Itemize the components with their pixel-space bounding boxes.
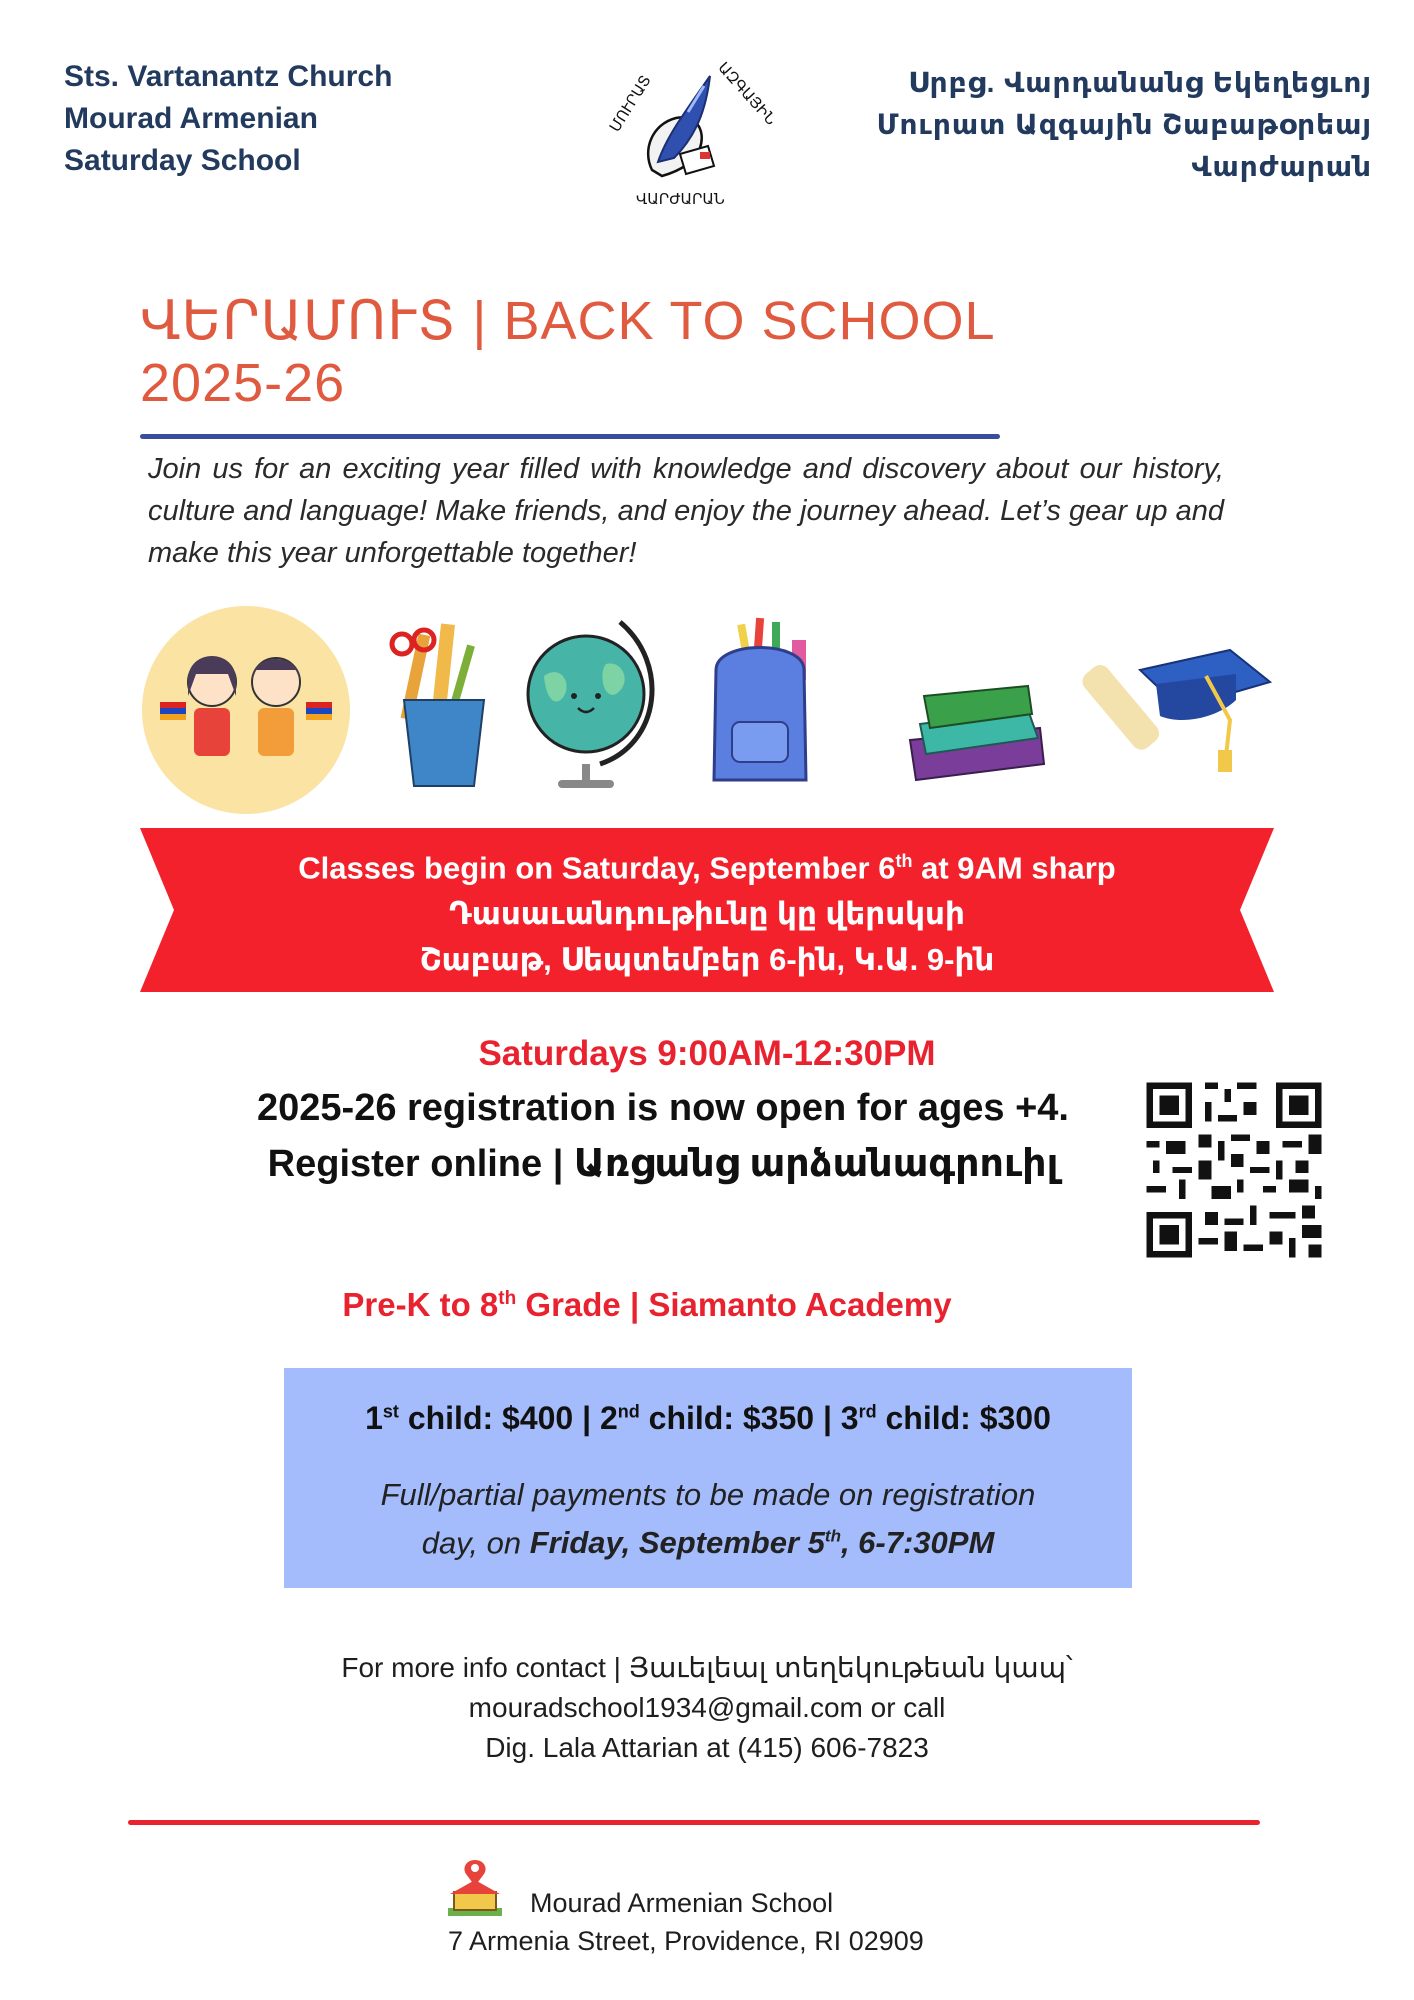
contact-email[interactable]: mouradschool1934@gmail.com or call (468, 1692, 946, 1723)
school-name-line: Sts. Vartanantz Church (64, 60, 393, 93)
school-location-icon (444, 1858, 506, 1920)
contact-phone[interactable]: Dig. Lala Attarian at (415) 606-7823 (485, 1732, 929, 1763)
payment-note-line: day, on Friday, September 5th, 6-7:30PM (421, 1525, 995, 1561)
payment-note (284, 1474, 1132, 1564)
school-name-line: Մուրատ Ազգային Շաբաթօրեայ (876, 109, 1372, 140)
graduation-cap-icon (1078, 650, 1270, 772)
tuition-fees: 1st child: $400 | 2nd child: $350 | 3rd child: $300 (365, 1400, 1051, 1436)
title-divider (140, 434, 1000, 439)
intro-paragraph: Join us for an exciting year filled with knowledge and discovery about our history, culture and language! Make friends, and enjoy the journey ahead. Let’s gear up and make this year unforgettable together! (148, 453, 1224, 569)
globe-icon (528, 622, 652, 788)
school-name-armenian (877, 62, 1372, 188)
banner-line-english: Classes begin on Saturday, September 6th at 9AM sharp (298, 850, 1116, 886)
register-online-line: Register online | Առցանց արձանագրուիլ (267, 1143, 1059, 1185)
logo-text-left: ՄՈՒՐԱՏ (605, 71, 655, 136)
registration-text (204, 1080, 1122, 1192)
school-name-line: Mourad Armenian (64, 102, 318, 135)
school-name-line: Սրբց. Վարդանանց Եկեղեցւոյ (908, 67, 1372, 98)
kids-with-flags-icon (142, 606, 350, 814)
school-logo (592, 58, 781, 214)
logo-text-right: ԱԶԳԱՅԻՆ (714, 58, 781, 129)
page-title (140, 290, 996, 414)
books-icon (910, 686, 1044, 780)
title-year: 2025-26 (140, 353, 346, 413)
school-name-english (64, 56, 392, 182)
payment-note-line: Full/partial payments to be made on registration (380, 1477, 1036, 1512)
banner-text (140, 838, 1274, 983)
schedule-hours: Saturdays 9:00AM-12:30PM (478, 1034, 936, 1073)
school-name-line: Վարժարան (1191, 151, 1372, 182)
contact-line: For more info contact | Յաւելեալ տեղեկութեան կապ՝ (341, 1652, 1073, 1683)
logo-text-bottom: ՎԱՐԺԱՐԱՆ (636, 190, 725, 208)
contact-info (0, 1648, 1414, 1768)
backpack-icon (714, 618, 806, 780)
pencil-cup-icon (392, 624, 484, 786)
grade-range: Pre-K to 8th Grade | Siamanto Academy (342, 1286, 952, 1323)
footer-divider (128, 1820, 1260, 1825)
banner-line-armenian: Դասաւանդութիւնը կը վերսկսի (449, 896, 965, 932)
school-name-footer: Mourad Armenian School (530, 1888, 834, 1918)
registration-qr-code[interactable] (1140, 1076, 1328, 1264)
school-address: 7 Armenia Street, Providence, RI 02909 (448, 1926, 924, 1956)
icon-row (140, 604, 1280, 796)
registration-open-line: 2025-26 registration is now open for ages +4. (257, 1087, 1069, 1129)
title-line: ՎԵՐԱՄՈՒՏ | BACK TO SCHOOL (140, 291, 996, 351)
banner-line-armenian-date: Շաբաթ, Սեպտեմբեր 6-ին, Կ.Ա. 9-ին (419, 942, 995, 978)
school-name-line: Saturday School (64, 144, 301, 177)
